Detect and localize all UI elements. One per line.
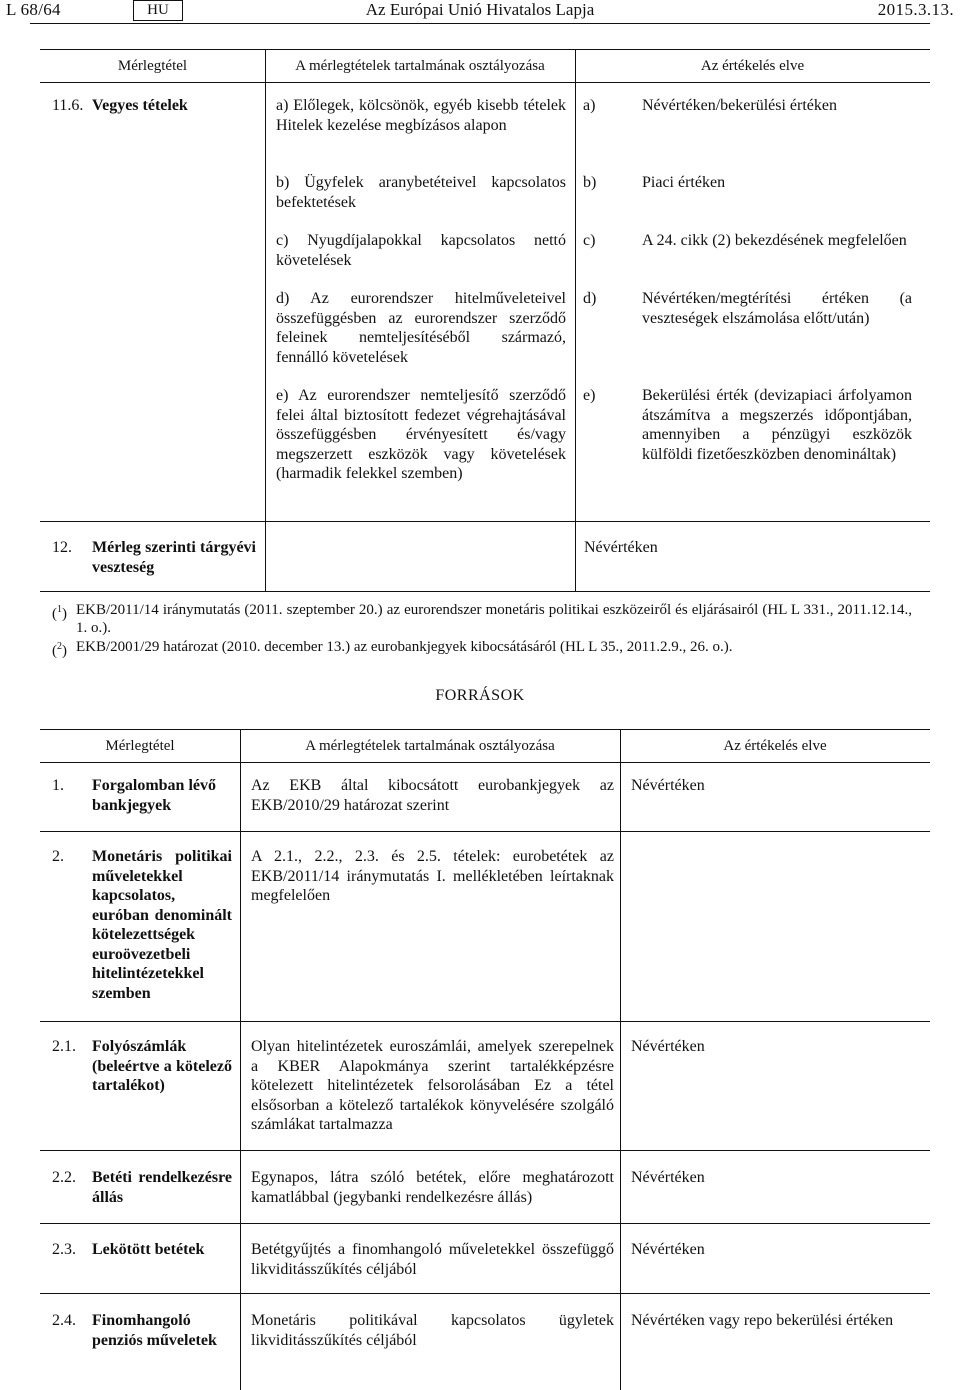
row-rule	[40, 1150, 930, 1151]
row-valuation: Névértéken	[631, 1038, 705, 1055]
row-rule	[40, 521, 930, 522]
valuation-letter-a: a)	[583, 97, 596, 114]
column-divider	[575, 49, 576, 591]
row-valuation: Névértéken	[631, 1241, 705, 1258]
content-item-a: a) Előlegek, kölcsönök, egyéb kisebb tételek Hitelek kezelése megbízásos alapon	[276, 97, 566, 134]
row-number: 2.3.	[52, 1241, 76, 1258]
page-header	[0, 0, 960, 24]
row-content: Monetáris politikával kapcsolatos ügyletek likviditásszűkítés céljából	[251, 1312, 614, 1349]
row-number: 1.	[52, 777, 64, 794]
footnote-text: EKB/2011/14 iránymutatás (2011. szeptember 20.) az eurorendszer monetáris politikai eszközeiről és eljárásairól (HL L 331., 2011.12.14., 1. o.).	[76, 602, 912, 636]
row-rule	[40, 831, 930, 832]
header-rule	[30, 23, 930, 24]
row-title: Betéti rendelkezésre állás	[92, 1169, 232, 1206]
row-valuation: Névértéken	[631, 1169, 705, 1186]
row-valuation: Névértéken vagy repo bekerülési értéken	[631, 1312, 894, 1329]
page-number: L 68/64	[6, 0, 61, 19]
table-header-rule	[40, 82, 930, 83]
table-top-rule	[40, 49, 930, 50]
row-title: Mérleg szerinti tárgyévi veszteség	[92, 539, 256, 576]
section-title: FORRÁSOK	[435, 687, 525, 704]
row-number: 2.1.	[52, 1038, 76, 1055]
valuation-letter-d: d)	[583, 290, 597, 307]
valuation-letter-c: c)	[583, 232, 596, 249]
table-top-rule	[40, 729, 930, 730]
row-title: Monetáris politikai műveletekkel kapcsolatos, euróban denominált kötelezettségek euroövezetbeli hitelintézetekkel szemben	[92, 848, 232, 1002]
column-header-content: A mérlegtételek tartalmának osztályozása	[295, 58, 545, 74]
row-content: Az EKB által kibocsátott eurobankjegyek az EKB/2010/29 határozat szerint	[251, 777, 614, 814]
valuation: Névértéken	[584, 539, 658, 556]
row-title: Vegyes tételek	[92, 97, 188, 114]
valuation-letter-e: e)	[583, 387, 596, 404]
row-content: Betétgyűjtés a finomhangoló műveletekkel összefüggő likviditásszűkítés céljából	[251, 1241, 614, 1278]
content-item-d: d) Az eurorendszer hitelműveleteivel összefüggésben az eurorendszer szerződő feleinek nemteljesítéséből származó, fennálló követelések	[276, 290, 566, 366]
row-number: 2.	[52, 848, 64, 865]
row-title: Finomhangoló penziós műveletek	[92, 1312, 217, 1349]
row-content: A 2.1., 2.2., 2.3. és 2.5. tételek: eurobetétek az EKB/2011/14 iránymutatás I. mellékletében leírtaknak megfelelően	[251, 848, 614, 904]
row-title: Lekötött betétek	[92, 1241, 205, 1258]
row-number: 11.6.	[52, 97, 84, 114]
row-number: 2.4.	[52, 1312, 76, 1329]
footnote-mark: ($^1$)	[52, 604, 67, 622]
row-rule	[40, 1293, 930, 1294]
journal-title: Az Európai Unió Hivatalos Lapja	[365, 0, 595, 19]
row-number: 2.2.	[52, 1169, 76, 1186]
table-header-rule	[40, 762, 930, 763]
publication-date: 2015.3.13.	[877, 0, 954, 19]
valuation-c: A 24. cikk (2) bekezdésének megfelelően	[642, 232, 907, 249]
valuation-b: Piaci értéken	[642, 174, 726, 191]
row-title: Folyószámlák (beleértve a kötelező tartalékot)	[92, 1038, 232, 1094]
content-item-c: c) Nyugdíjalapokkal kapcsolatos nettó követelések	[276, 232, 566, 269]
table-bottom-rule	[40, 591, 930, 592]
row-number: 12.	[52, 539, 72, 556]
footnote-text: EKB/2001/29 határozat (2010. december 13.) az eurobankjegyek kibocsátásáról (HL L 35., 2011.2.9., 26. o.).	[76, 639, 733, 655]
column-header-valuation: Az értékelés elve	[700, 58, 805, 74]
column-divider	[240, 729, 241, 1390]
row-content: Egynapos, látra szóló betétek, előre meghatározott kamatlábbal (jegybanki rendelkezésre állás)	[251, 1169, 614, 1206]
valuation-letter-b: b)	[583, 174, 597, 191]
column-divider	[620, 729, 621, 1390]
column-header-item: Mérlegtétel	[105, 738, 175, 754]
column-header-valuation: Az értékelés elve	[723, 738, 827, 754]
content-item-e: e) Az eurorendszer nemteljesítő szerződő felei által biztosított fedezet végrehajtásával összefüggésben érvényesített és/vagy megszerzett eszközök vagy követelések (harmadik felekkel szemben)	[276, 387, 566, 482]
column-header-item: Mérlegtétel	[117, 58, 188, 74]
language-badge: HU	[133, 0, 183, 21]
content-item-b: b) Ügyfelek aranybetéteivel kapcsolatos befektetések	[276, 174, 566, 211]
valuation-e: Bekerülési érték (devizapiaci árfolyamon átszámítva a megszerzés időpontjában, amennyiben a pénzügyi eszközök külföldi fizetőeszközben denomináltak)	[642, 387, 912, 463]
column-divider	[265, 49, 266, 591]
row-valuation: Névértéken	[631, 777, 705, 794]
row-rule	[40, 1223, 930, 1224]
row-rule	[40, 1021, 930, 1022]
footnote-mark: ($^2$)	[52, 641, 67, 659]
valuation-a: Névértéken/bekerülési értéken	[642, 97, 838, 114]
row-title: Forgalomban lévő bankjegyek	[92, 777, 216, 814]
row-content: Olyan hitelintézetek euroszámlái, amelyek szerepelnek a KBER Alapokmánya szerint tartalékképzésre kötelezett hitelintézetek felsorolásában Ez a tétel elsősorban a kötelező tartalékok könyvelésére szolgáló számlákat tartalmazza	[251, 1038, 614, 1133]
valuation-d: Névértéken/megtérítési értéken (a veszteségek elszámolása előtt/után)	[642, 290, 912, 327]
column-header-content: A mérlegtételek tartalmának osztályozása	[305, 738, 555, 754]
